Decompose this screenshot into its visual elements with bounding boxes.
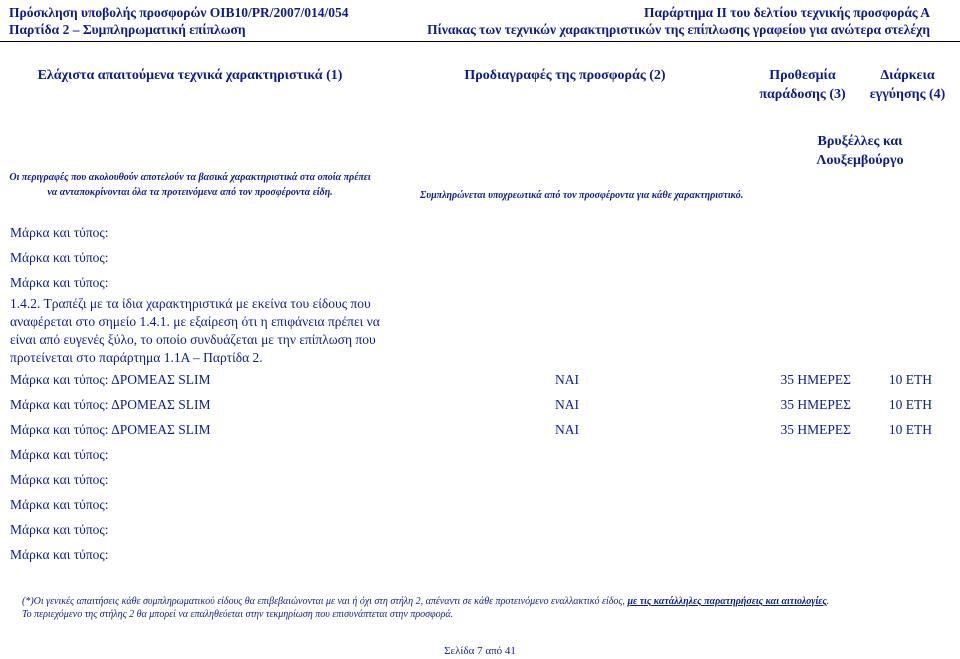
table-row	[0, 467, 960, 492]
table-row	[0, 417, 960, 442]
brand-type-label: Μάρκα και τύπος:	[10, 250, 109, 265]
footnote-emphasis: με τις κατάλληλες παρατηρήσεις και αιτιολογίες	[627, 596, 827, 607]
brand-type-label: Μάρκα και τύπος:	[10, 225, 109, 240]
brand-type-label: Μάρκα και τύπος:	[10, 547, 109, 562]
brand-type-label: Μάρκα και τύπος:	[10, 522, 109, 537]
table-row	[0, 220, 960, 245]
col-min-requirements: Ελάχιστα απαιτούμενα τεχνικά χαρακτηριστικά (1)	[37, 68, 343, 83]
brand-type-label: Μάρκα και τύπος: ΔΡΟΜΕΑΣ SLIM	[10, 372, 211, 387]
item-description: 1.4.2. Τραπέζι με τα ίδια χαρακτηριστικά με εκείνα του είδους που αναφέρεται στο σημείο 1.4.1. με εξαίρεση ότι η επιφάνεια πρέπει να είναι από ευγενές ξύλο, το οποίο συνδυάζεται με την επίπλωση που προτείνεται στο παράρτημα 1.1Α – Παρτίδα 2.	[10, 296, 380, 365]
compliance-value: ΝΑΙ	[555, 372, 579, 387]
brand-type-label: Μάρκα και τύπος:	[10, 447, 109, 462]
footnote	[22, 595, 902, 621]
col-offer-specs: Προδιαγραφές της προσφοράς (2)	[464, 68, 666, 83]
requirements-description: Οι περιγραφές που ακολουθούν αποτελούν τα βασικά χαρακτηριστικά στα οποία πρέπει να ανταποκρίνονται όλα τα προτεινόμενα από τον προσφέροντα είδη.	[9, 172, 371, 198]
brand-type-label: Μάρκα και τύπος: ΔΡΟΜΕΑΣ SLIM	[10, 422, 211, 437]
brand-type-label: Μάρκα και τύπος:	[10, 275, 109, 290]
document-header-right	[427, 4, 930, 38]
brand-type-label: Μάρκα και τύπος:	[10, 497, 109, 512]
description-row	[0, 170, 960, 220]
offer-instructions: Συμπληρώνεται υποχρεωτικά από τον προσφέροντα για κάθε χαρακτηριστικό.	[420, 189, 744, 201]
delivery-value: 35 ΗΜΕΡΕΣ	[780, 422, 851, 437]
table-row	[0, 245, 960, 270]
brand-type-label: Μάρκα και τύπος: ΔΡΟΜΕΑΣ SLIM	[10, 397, 211, 412]
footnote-line1: (*)Οι γενικές απαιτήσεις κάθε συμπληρωματικού είδους θα επιβεβαιώνονται με ναι ή όχι στη στήλη 2, απέναντι σε κάθε προτεινόμενο εναλλακτικό είδος, με τις κατάλληλες παρατηρήσεις και αιτιολογίες.	[22, 596, 830, 607]
compliance-value: ΝΑΙ	[555, 397, 579, 412]
brand-type-label: Μάρκα και τύπος:	[10, 472, 109, 487]
table-row	[0, 492, 960, 517]
col-warranty: Διάρκεια εγγύησης (4)	[869, 68, 946, 102]
delivery-value: 35 ΗΜΕΡΕΣ	[780, 372, 851, 387]
column-headers	[0, 58, 960, 132]
location-label: Βρυξέλλες και Λουξεμβούργο	[816, 134, 904, 168]
call-reference: Πρόσκληση υποβολής προσφορών OIB10/PR/2007/014/054	[9, 5, 349, 20]
page-number: Σελίδα 7 από 41	[444, 645, 516, 657]
table-row	[0, 392, 960, 417]
header-divider	[0, 41, 960, 42]
footnote-line2: Το περιεχόμενο της στήλης 2 θα μπορεί να επαληθεύεται στην τεκμηρίωση που επισυνάπτεται στην προσφορά.	[22, 609, 454, 620]
warranty-value: 10 ΕΤΗ	[888, 372, 932, 387]
table-row	[0, 442, 960, 467]
table-row	[0, 542, 960, 567]
annex-title: Παράρτημα II του δελτίου τεχνικής προσφοράς Α	[643, 5, 930, 20]
delivery-value: 35 ΗΜΕΡΕΣ	[780, 397, 851, 412]
table-title: Πίνακας των τεχνικών χαρακτηριστικών της επίπλωσης γραφείου για ανώτερα στελέχη	[427, 22, 930, 37]
col-delivery: Προθεσμία παράδοσης (3)	[759, 68, 846, 102]
warranty-value: 10 ΕΤΗ	[888, 422, 932, 437]
lot-title: Παρτίδα 2 – Συμπληρωματική επίπλωση	[9, 22, 246, 37]
warranty-value: 10 ΕΤΗ	[888, 397, 932, 412]
table-row	[0, 367, 960, 392]
location-row	[0, 132, 960, 170]
spec-table	[0, 58, 960, 567]
table-row	[0, 270, 960, 295]
item-row	[0, 295, 960, 367]
compliance-value: ΝΑΙ	[555, 422, 579, 437]
table-row	[0, 517, 960, 542]
document-header-left	[9, 4, 349, 38]
